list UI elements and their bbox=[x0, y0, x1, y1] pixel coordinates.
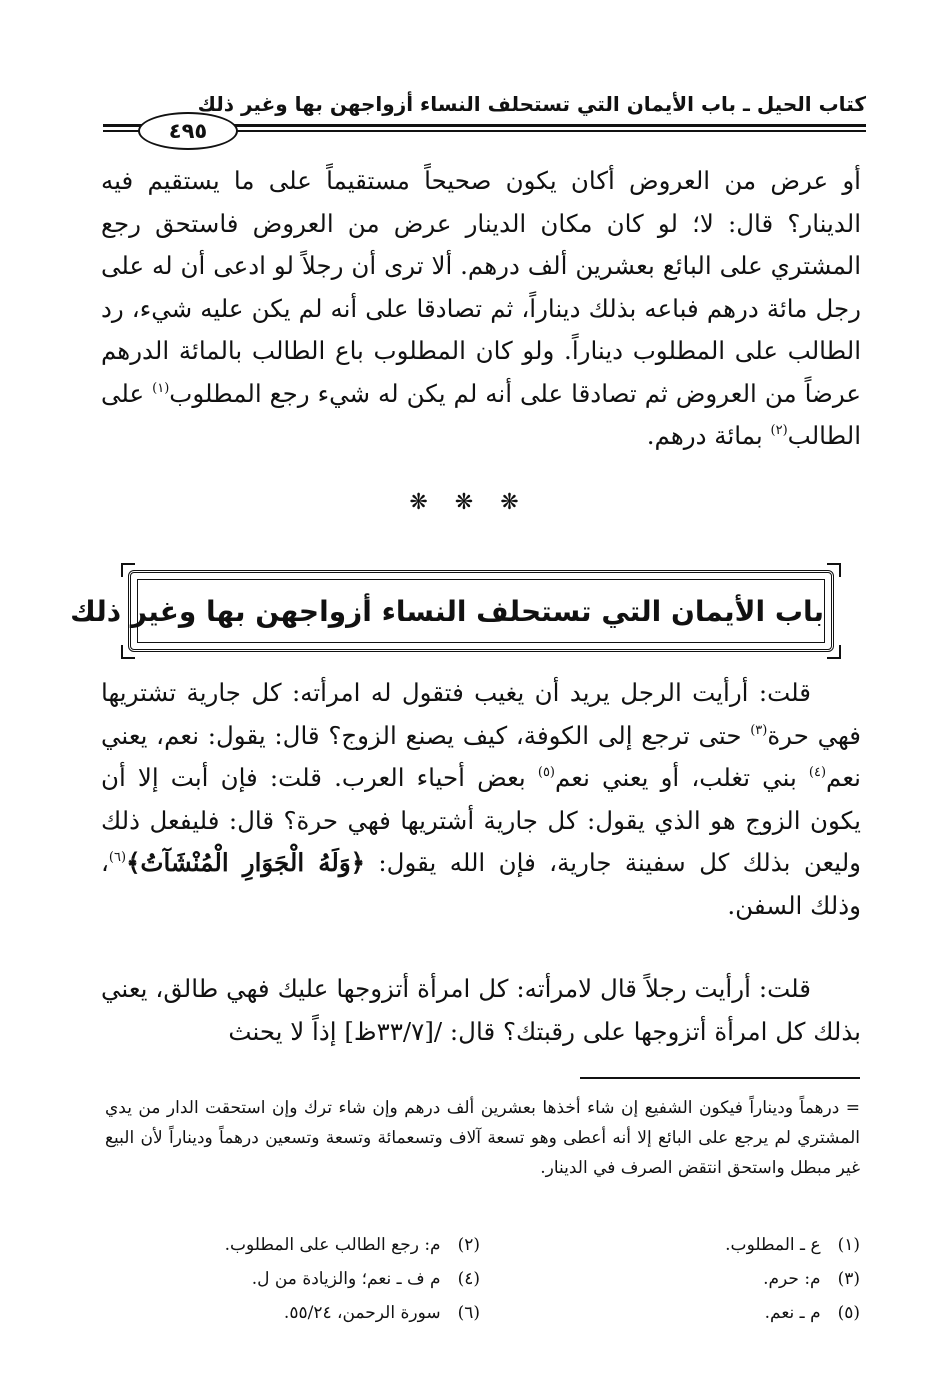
paragraph-1-text-a: أو عرض من العروض أكان يكون صحيحاً مستقيماً على ما يستقيم فيه الدينار؟ قال: لا؛ لو كان مكان الدينار عرض من العروض فاستحق رجع المشتري على البائع بعشرين ألف درهم. ألا ترى أن رجلاً لو ادعى أن له على رجل مائة درهم فباعه بذلك ديناراً، ثم تصادقا على أنه لم يكن عليه شيء، رد الطالب على المطلوب ديناراً. ولو كان المطلوب باع الطالب بالمائة الدرهم عرضاً من العروض ثم تصادقا على أنه لم يكن له شيء رجع المطلوب bbox=[101, 166, 861, 408]
footnote-number: (٦) bbox=[457, 1303, 480, 1323]
footnote-text: ع ـ المطلوب. bbox=[725, 1235, 821, 1255]
footnote-item bbox=[225, 1228, 480, 1262]
footnote-text: م: حرم. bbox=[763, 1269, 821, 1289]
paragraph-2-text-c: بني تغلب، أو يعني نعم bbox=[555, 763, 809, 792]
paragraph-2-text-d: بعض أحياء العرب. قلت: فإن أبت إلا أن يكون الزوج هو الذي يقول: كل جارية أشتريها فهي حرة؟ قال: فليفعل ذلك وليعن بذلك كل سفينة جارية، فإن الله يقول: bbox=[101, 763, 861, 877]
footnote-text: سورة الرحمن، ٥٥/٢٤. bbox=[283, 1303, 441, 1323]
footnote-text: م ف ـ نعم؛ والزيادة من ل. bbox=[251, 1269, 441, 1289]
footnote-row bbox=[105, 1228, 860, 1262]
footnote-row bbox=[105, 1262, 860, 1296]
footnote-number: (٥) bbox=[837, 1303, 860, 1323]
frame-corner-ornament bbox=[121, 645, 135, 659]
page-number: ٤٩٥ bbox=[138, 112, 238, 150]
footnote-number: (٣) bbox=[837, 1269, 860, 1289]
paragraph-1 bbox=[101, 160, 861, 458]
quran-verse: ﴿وَلَهُ الْجَوَارِ الْمُنْشَآتُ﴾ bbox=[126, 848, 366, 877]
chapter-title: باب الأيمان التي تستحلف النساء أزواجهن بها وغير ذلك bbox=[70, 595, 824, 628]
frame-corner-ornament bbox=[121, 563, 135, 577]
footnote-rule bbox=[580, 1077, 860, 1079]
footnote-ref-4: (٤) bbox=[808, 765, 827, 780]
footnote-text: م ـ نعم. bbox=[764, 1303, 821, 1323]
footnotes-list bbox=[105, 1228, 860, 1330]
paragraph-1-text-b: على الطالب bbox=[101, 378, 861, 450]
footnote-ref-5: (٥) bbox=[537, 765, 555, 780]
frame-corner-ornament bbox=[827, 645, 841, 659]
running-header: كتاب الحيل ـ باب الأيمان التي تستحلف النساء أزواجهن بها وغير ذلك bbox=[197, 92, 866, 116]
section-separator: ❋ ❋ ❋ bbox=[409, 490, 529, 515]
footnote-continuation: = درهماً وديناراً فيكون الشفيع إن شاء أخذها بعشرين ألف درهم وإن شاء ترك وإن استحقت الدار من يدي المشتري لم يرجع على البائع إلا أنه أعطى وهو تسعة آلاف وتسعمائة وتسعة وتسعين درهماً وديناراً لأن البيع غير مبطل واستحق انتقض الصرف في الدينار. bbox=[105, 1098, 860, 1178]
footnote-item bbox=[765, 1296, 860, 1330]
footnote-item bbox=[284, 1296, 480, 1330]
footnote-ref-6: (٦) bbox=[108, 850, 127, 865]
footnote-text: م: رجع الطالب على المطلوب. bbox=[224, 1235, 441, 1255]
paragraph-2-text-e: ، وذلك السفن. bbox=[101, 848, 861, 920]
footnote-item bbox=[252, 1262, 480, 1296]
paragraph-3 bbox=[101, 968, 861, 1053]
footnote-ref-3: (٣) bbox=[750, 722, 768, 738]
chapter-title-inner-frame bbox=[70, 579, 825, 643]
footnote-ref-2: (٢) bbox=[770, 423, 788, 438]
footnote-number: (٤) bbox=[457, 1269, 480, 1289]
paragraph-3-text: قلت: أرأيت رجلاً قال لامرأته: كل امرأة أتزوجها عليك فهي طالق، يعني بذلك كل امرأة أتزوجها على رقبتك؟ قال: /[٣٣/٧ظ] إذاً لا يحنث bbox=[101, 974, 861, 1046]
paragraph-2 bbox=[101, 672, 861, 927]
frame-corner-ornament bbox=[827, 563, 841, 577]
footnote-ref-1: (١) bbox=[152, 380, 170, 396]
paragraph-2-text-b: حتى ترجع إلى الكوفة، كيف يصنع الزوج؟ قال: يقول: نعم، يعني نعم bbox=[101, 720, 861, 792]
chapter-title-frame bbox=[70, 570, 834, 652]
footnote-item bbox=[763, 1262, 860, 1296]
footnote-number: (٢) bbox=[457, 1235, 480, 1255]
footnote-number: (١) bbox=[837, 1235, 860, 1255]
paragraph-1-text-c: بمائة درهم. bbox=[646, 421, 771, 450]
footnote-row bbox=[105, 1296, 860, 1330]
paragraph-2-text-a: قلت: أرأيت الرجل يريد أن يغيب فتقول له امرأته: كل جارية تشتريها فهي حرة bbox=[101, 678, 861, 750]
footnote-item bbox=[725, 1228, 860, 1262]
